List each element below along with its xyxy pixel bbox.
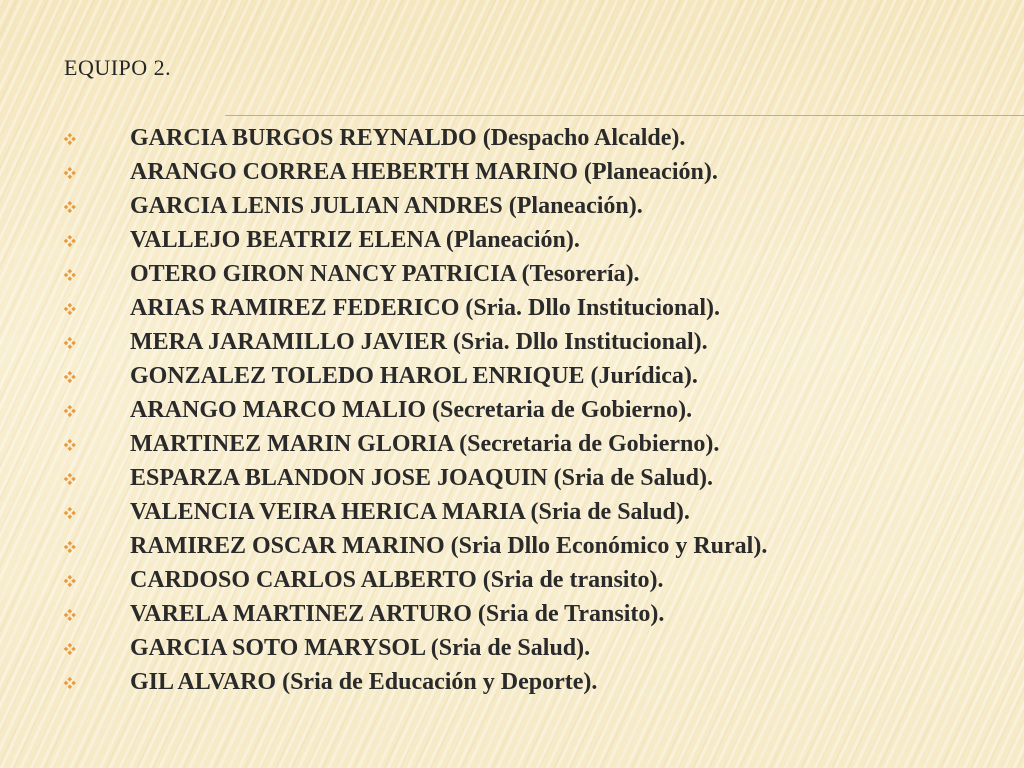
diamond-bullet-icon bbox=[64, 121, 78, 155]
diamond-bullet-icon bbox=[64, 223, 78, 257]
member-name: MERA JARAMILLO JAVIER (Sria. Dllo Institucional). bbox=[130, 329, 708, 355]
member-name: MARTINEZ MARIN GLORIA (Secretaria de Gobierno). bbox=[130, 431, 720, 457]
diamond-bullet-icon bbox=[64, 597, 78, 631]
list-item bbox=[0, 427, 1024, 461]
diamond-bullet-icon bbox=[64, 393, 78, 427]
member-name: GARCIA SOTO MARYSOL (Sria de Salud). bbox=[130, 635, 591, 661]
diamond-bullet-icon bbox=[64, 427, 78, 461]
list-item bbox=[0, 291, 1024, 325]
member-name: ARANGO CORREA HEBERTH MARINO (Planeación). bbox=[130, 159, 718, 185]
list-item bbox=[0, 529, 1024, 563]
list-item bbox=[0, 223, 1024, 257]
diamond-bullet-icon bbox=[64, 257, 78, 291]
diamond-bullet-icon bbox=[64, 665, 78, 699]
member-name: OTERO GIRON NANCY PATRICIA (Tesorería). bbox=[130, 261, 640, 287]
slide-title: EQUIPO 2. bbox=[64, 55, 172, 80]
list-item bbox=[0, 631, 1024, 665]
member-name: GIL ALVARO (Sria de Educación y Deporte). bbox=[130, 669, 598, 695]
list-item bbox=[0, 597, 1024, 631]
member-name: VARELA MARTINEZ ARTURO (Sria de Transito). bbox=[130, 601, 665, 627]
diamond-bullet-icon bbox=[64, 325, 78, 359]
list-item bbox=[0, 325, 1024, 359]
list-item bbox=[0, 121, 1024, 155]
diamond-bullet-icon bbox=[64, 189, 78, 223]
member-name: GARCIA LENIS JULIAN ANDRES (Planeación). bbox=[130, 193, 643, 219]
member-name: ESPARZA BLANDON JOSE JOAQUIN (Sria de Salud). bbox=[130, 465, 713, 491]
list-item bbox=[0, 665, 1024, 699]
diamond-bullet-icon bbox=[64, 155, 78, 189]
list-item bbox=[0, 155, 1024, 189]
team-member-list bbox=[0, 121, 1024, 699]
diamond-bullet-icon bbox=[64, 495, 78, 529]
member-name: GONZALEZ TOLEDO HAROL ENRIQUE (Jurídica). bbox=[130, 363, 698, 389]
diamond-bullet-icon bbox=[64, 359, 78, 393]
member-name: GARCIA BURGOS REYNALDO (Despacho Alcalde). bbox=[130, 125, 686, 151]
list-item bbox=[0, 461, 1024, 495]
diamond-bullet-icon bbox=[64, 631, 78, 665]
member-name: RAMIREZ OSCAR MARINO (Sria Dllo Económico y Rural). bbox=[130, 533, 768, 559]
list-item bbox=[0, 359, 1024, 393]
list-item bbox=[0, 189, 1024, 223]
member-name: ARIAS RAMIREZ FEDERICO (Sria. Dllo Institucional). bbox=[130, 295, 721, 321]
list-item bbox=[0, 393, 1024, 427]
diamond-bullet-icon bbox=[64, 461, 78, 495]
member-name: VALENCIA VEIRA HERICA MARIA (Sria de Salud). bbox=[130, 499, 690, 525]
list-item bbox=[0, 257, 1024, 291]
title-divider bbox=[225, 115, 1024, 116]
list-item bbox=[0, 563, 1024, 597]
list-item bbox=[0, 495, 1024, 529]
member-name: VALLEJO BEATRIZ ELENA (Planeación). bbox=[130, 227, 580, 253]
diamond-bullet-icon bbox=[64, 563, 78, 597]
diamond-bullet-icon bbox=[64, 291, 78, 325]
diamond-bullet-icon bbox=[64, 529, 78, 563]
member-name: ARANGO MARCO MALIO (Secretaria de Gobierno). bbox=[130, 397, 693, 423]
member-name: CARDOSO CARLOS ALBERTO (Sria de transito). bbox=[130, 567, 664, 593]
